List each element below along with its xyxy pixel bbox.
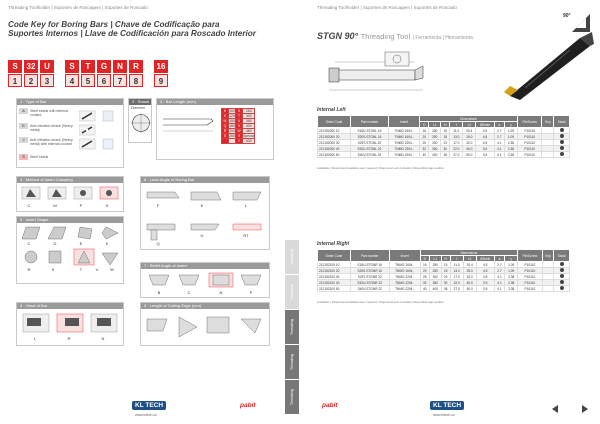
- table-cell: 13.0: [450, 268, 463, 274]
- table-cell: 38: [441, 286, 450, 292]
- table-cell: 300: [429, 140, 441, 146]
- table-cell: TNMG 2204..: [388, 152, 419, 158]
- table-cell: 4.5: [476, 128, 494, 134]
- table-cell: 1.09: [505, 268, 518, 274]
- table-cell: 2.7: [494, 268, 504, 274]
- stock-dot-icon: [560, 286, 564, 290]
- table-cell: 17.0: [450, 274, 463, 280]
- table-cell: 212152000 40: [318, 146, 351, 152]
- table-cell: 4.1: [494, 152, 504, 158]
- table-cell: 2.38: [505, 152, 518, 158]
- box-title: 3 · Bar Length (mm): [157, 99, 273, 105]
- section-internal-left: Internal Left: [317, 107, 346, 113]
- table-cell: 18: [441, 268, 450, 274]
- table-row: [318, 152, 570, 158]
- side-tab[interactable]: Threading: [285, 380, 299, 414]
- table-cell: S25T-STGNR 22: [350, 274, 389, 280]
- table-cell: 1.09: [505, 128, 518, 134]
- table-cell: 38: [441, 152, 450, 158]
- box-bar-length: [156, 98, 274, 160]
- running-head: Threading Toolholder | Suportes de Roscagem | Suportes de Roscado: [8, 5, 148, 10]
- code-index: 2: [24, 74, 38, 87]
- table-cell: TNMG 1604..: [389, 268, 420, 274]
- table-cell: 212152100 10: [318, 262, 351, 268]
- relief-angle-icons: [145, 271, 267, 289]
- table-cell: TNMG 2204..: [388, 146, 419, 152]
- table-cell: P10110: [517, 128, 541, 134]
- table-cell: TNMG 1604..: [389, 262, 420, 268]
- key-cell: [542, 286, 554, 292]
- table-cell: P10110: [518, 268, 542, 274]
- code-letter: S: [8, 60, 22, 73]
- box-lead-angle: 6 · Lead Angle of Boring Bar F K L Q U RT: [140, 176, 270, 250]
- side-tab[interactable]: Threading: [285, 240, 299, 274]
- page-title: Code Key for Boring Bars | Chave de Codificação para Suportes Internos | Llave de Codificación para Roscado Interior: [8, 20, 256, 38]
- code-index: 3: [40, 74, 54, 87]
- table-cell: 40: [420, 152, 429, 158]
- table-cell: 4.1: [494, 286, 504, 292]
- table-cell: 20.4: [463, 128, 476, 134]
- side-tab[interactable]: Threading: [285, 345, 299, 379]
- table-cell: 20: [420, 134, 429, 140]
- stock-dot-icon: [560, 128, 564, 132]
- insert-shape-icons: [20, 225, 122, 281]
- stock-dot-icon: [560, 280, 564, 284]
- table-cell: 4.5: [476, 262, 494, 268]
- table-cell: 32: [420, 280, 429, 286]
- table-cell: S32U-STGNR 22: [350, 280, 389, 286]
- table-cell: S25T-STGNL 22: [350, 140, 388, 146]
- table-cell: 250: [429, 134, 441, 140]
- table-cell: TNMG 2204..: [389, 280, 420, 286]
- table-cell: P10110: [518, 262, 542, 268]
- table-cell: 3.5: [476, 146, 494, 152]
- table-cell: 22.0: [450, 146, 463, 152]
- technical-drawing: [325, 48, 435, 104]
- table-cell: 32.0: [463, 140, 476, 146]
- code-letter: G: [97, 60, 111, 73]
- table-cell: 50.0: [463, 152, 476, 158]
- table-cell: 2.38: [505, 286, 518, 292]
- side-tab[interactable]: Threading: [285, 310, 299, 344]
- box-type-of-bar: 1 · Type of Bar A Steel shank with internal coolant E Anti-vibration shank (Heavy metal) J Anti-vibration shank (Heavy metal) with internal coolant S Steel shank: [16, 98, 124, 168]
- table-cell: P10110: [517, 140, 541, 146]
- table-cell: 40: [420, 286, 429, 292]
- table-cell: 212152100 40: [318, 280, 351, 286]
- table-cell: S40V-STGNL 22: [350, 152, 388, 158]
- table-cell: 11.0: [450, 128, 463, 134]
- table-cell: 2.38: [505, 140, 518, 146]
- table-cell: 27.0: [450, 286, 463, 292]
- table-cell: 1.09: [505, 134, 518, 140]
- table-cell: TNMG 2204..: [388, 140, 419, 146]
- table-cell: 20: [420, 268, 429, 274]
- table-cell: 212152000 30: [318, 140, 351, 146]
- code-index: 9: [154, 74, 168, 87]
- box-title: 7 · Relief Angle of Insert: [141, 263, 269, 269]
- table-cell: 400: [429, 152, 441, 158]
- box-title: 8 · Hand of Bar: [17, 303, 123, 309]
- table-cell: 2.38: [505, 280, 518, 286]
- stock-dot-icon: [560, 134, 564, 138]
- availability-note: Available | Disponível Available upon request | Disponível sob consulta | Disponible bajo pedido: [317, 300, 444, 304]
- box-title: 9 · Length of Cutting Edge (mm): [141, 303, 269, 309]
- box-title: 2 · Shank: [129, 99, 151, 105]
- table-cell: 212152000 10: [318, 128, 351, 134]
- table-cell: 20.4: [463, 262, 476, 268]
- table-cell: 1.09: [505, 262, 518, 268]
- stock-dot-icon: [560, 262, 564, 266]
- rows-right: [318, 262, 570, 292]
- side-tab[interactable]: Threading: [285, 275, 299, 309]
- box-title: 6 · Lead Angle of Boring Bar: [141, 177, 269, 183]
- table-cell: P10110: [518, 274, 542, 280]
- bar-length-drawing: [161, 111, 217, 135]
- table-cell: 16: [420, 128, 429, 134]
- table-cell: 350: [429, 146, 441, 152]
- page-title: STGN 90° Threading Tool | Ferramenta | Herramienta: [317, 31, 473, 41]
- table-cell: P10110: [517, 134, 541, 140]
- code-index: 6: [97, 74, 111, 87]
- table-cell: 2.7: [494, 128, 504, 134]
- stock-cell: [554, 152, 570, 158]
- table-cell: P10110: [518, 280, 542, 286]
- stock-dot-icon: [560, 146, 564, 150]
- stock-dot-icon: [560, 268, 564, 272]
- stock-dot-icon: [560, 140, 564, 144]
- table-cell: 212152100 30: [318, 274, 351, 280]
- table-cell: 2.7: [494, 262, 504, 268]
- table-cell: S16U-STGNL 16: [350, 128, 388, 134]
- box-hand-of-bar: 8 · Hand of Bar L R N: [16, 302, 124, 346]
- table-cell: 27.0: [450, 152, 463, 158]
- kltech-logo: KL TECH: [430, 402, 464, 409]
- table-cell: 4.1: [494, 274, 504, 280]
- availability-note: Available | Disponível Available upon request | Disponível sob consulta | Disponible bajo pedido: [317, 166, 444, 170]
- table-cell: 212152000 20: [318, 134, 351, 140]
- running-head: Threading Toolholder | Suportes de Roscagem | Suportes de Roscado: [317, 5, 457, 10]
- table-cell: 4.5: [476, 268, 494, 274]
- table-cell: 250: [429, 268, 441, 274]
- table-cell: 11.0: [450, 262, 463, 268]
- code-letter: T: [81, 60, 95, 73]
- key-cell: [542, 152, 554, 158]
- code-letter: N: [113, 60, 127, 73]
- code-letter: 16: [154, 60, 168, 73]
- table-cell: 212152000 50: [318, 152, 351, 158]
- cutting-edge-icons: [145, 313, 267, 343]
- table-cell: 300: [429, 274, 441, 280]
- table-cell: 4.5: [476, 134, 494, 140]
- table-cell: 3.5: [476, 152, 494, 158]
- table-cell: TNMG 2204..: [389, 274, 420, 280]
- box-title: 5 · Insert Shape: [17, 217, 123, 223]
- table-cell: P10110: [517, 146, 541, 152]
- angle-label: 90°: [563, 13, 571, 19]
- right-page: [300, 0, 600, 424]
- bar-length-table: H 100 S 250 K 125 T 300 M 150 U 350 Q 180 V 400 R 200 W 450 S 250 X Special Y 500: [221, 108, 255, 144]
- table-cell: 2.38: [505, 274, 518, 280]
- table-cell: 250: [429, 128, 441, 134]
- table-cell: 23: [441, 274, 450, 280]
- table-cell: S16U-STGNR 16: [350, 262, 389, 268]
- table-cell: S40V-STGNR 22: [350, 286, 389, 292]
- code-letter: U: [40, 60, 54, 73]
- code-index: 8: [129, 74, 143, 87]
- section-internal-right: Internal Right: [317, 241, 350, 247]
- tool-photo: [500, 30, 595, 100]
- table-cell: 212152100 50: [318, 286, 351, 292]
- shank-circle-icon: [131, 113, 151, 133]
- code-index: 1: [8, 74, 22, 87]
- table-cell: S32U-STGNL 22: [350, 146, 388, 152]
- table-cell: 3.5: [476, 286, 494, 292]
- table-cell: 250: [429, 262, 441, 268]
- table-cell: S20S-STGNR 16: [350, 268, 389, 274]
- table-cell: 2.38: [505, 146, 518, 152]
- table-row: [318, 286, 570, 292]
- table-cell: 3.5: [476, 280, 494, 286]
- table-cell: 18: [441, 134, 450, 140]
- code-index: 4: [65, 74, 79, 87]
- table-cell: 4.5: [476, 140, 494, 146]
- box-title: 4 · Method of Insert Clamping: [17, 177, 123, 183]
- table-cell: 350: [429, 280, 441, 286]
- table-cell: 13.0: [450, 134, 463, 140]
- clamping-icons: [20, 186, 122, 200]
- table-cell: 4.1: [494, 280, 504, 286]
- footer-url: www.kltech.cz: [135, 413, 157, 417]
- table-cell: TNMG 1604..: [388, 134, 419, 140]
- table-cell: 25: [420, 274, 429, 280]
- table-cell: P10110: [517, 152, 541, 158]
- table-cell: 212152100 20: [318, 268, 351, 274]
- table-cell: 15: [441, 128, 450, 134]
- table-cell: 4.1: [494, 140, 504, 146]
- table-cell: 4.5: [476, 274, 494, 280]
- pabit-logo: pabit: [240, 402, 256, 409]
- table-cell: 15: [441, 262, 450, 268]
- table-cell: 25: [420, 140, 429, 146]
- table-cell: 40.0: [463, 146, 476, 152]
- box-shank: 2 · Shank Diameter: [128, 98, 152, 143]
- table-cell: 32.0: [463, 274, 476, 280]
- side-tabs: [285, 240, 299, 415]
- footer-url: www.kltech.cz: [433, 413, 455, 417]
- code-letter: 32: [24, 60, 38, 73]
- box-insert-shape: 5 · Insert Shape C D E K R S T V W: [16, 216, 124, 284]
- table-cell: 4.1: [494, 146, 504, 152]
- box-title: 1 · Type of Bar: [17, 99, 123, 105]
- stock-dot-icon: [560, 274, 564, 278]
- table-cell: 23: [441, 140, 450, 146]
- table-cell: 400: [429, 286, 441, 292]
- table-cell: 30: [441, 280, 450, 286]
- page-nav-icons[interactable]: [550, 404, 590, 414]
- table-cell: 2.7: [494, 134, 504, 140]
- stock-cell: [554, 286, 570, 292]
- table-cell: TNMG 1604..: [388, 128, 419, 134]
- table-cell: 25.0: [463, 268, 476, 274]
- stock-dot-icon: [560, 152, 564, 156]
- table-cell: 22.0: [450, 280, 463, 286]
- table-cell: 32: [420, 146, 429, 152]
- code-index: 5: [81, 74, 95, 87]
- hand-of-bar-icons: [21, 312, 121, 334]
- table-cell: TNMG 2204..: [389, 286, 420, 292]
- internal-left-table: Order Code Part number Insert Dimensions Pin/Screw Key Stock D L1 H f L2 ØDmin a γ 212152000 10 S16U-STGNL 16 TNMG 1604.. 16 250 15 11.0 20.4 4.5 2.7 1.09 P10110 212152000 20 S20S-STGNL 16 TNMG 1604.. 20 250 18 13.0 25.0 4.5 2.7 1.09 P10110 212152000 30 S25T-STGNL 22 TNMG 2204.. 25 300 23 17.0 32.0 4.5 4.1 2.38 P10110 212152000 40 S32U-STGNL 22 TNMG 2204.. 32 350 30 22.0 40.0 3.5 4.1 2.38 P10110 212152000 50 S40V-STGNL 22 TNMG 2204.. 40 400 38 27.0 50.0 3.5 4.1 2.38 P10110: [317, 115, 570, 158]
- kltech-logo: KL TECH: [132, 402, 166, 409]
- bar-type-icons: [79, 109, 123, 167]
- table-cell: 17.0: [450, 140, 463, 146]
- box-cutting-edge: [140, 302, 270, 346]
- rows-left: [318, 128, 570, 158]
- table-cell: 50.0: [463, 286, 476, 292]
- code-letter: S: [65, 60, 79, 73]
- box-clamping: 4 · Method of Insert Clamping C M P S: [16, 176, 124, 212]
- internal-right-table: Order Code Part number Insert Dimensions Pin/Screw Key Stock D L1 H f L2 ØDmin a γ 212152100 10 S16U-STGNR 16 TNMG 1604.. 16 250 15 11.0 20.4 4.5 2.7 1.09 P10110 212152100 20 S20S-STGNR 16 TNMG 1604.. 20 250 18 13.0 25.0 4.5 2.7 1.09 P10110 212152100 30 S25T-STGNR 22 TNMG 2204.. 25 300 23 17.0 32.0 4.5 4.1 2.38 P10110 212152100 40 S32U-STGNR 22 TNMG 2204.. 32 350 30 22.0 40.0 3.5 4.1 2.38 P10110 212152100 50 S40V-STGNR 22 TNMG 2204.. 40 400 38 27.0 50.0 3.5 4.1 2.38 P10110: [317, 249, 570, 292]
- code-letter: R: [129, 60, 143, 73]
- table-cell: 30: [441, 146, 450, 152]
- table-cell: S20S-STGNL 16: [350, 134, 388, 140]
- box-relief-angle: 7 · Relief Angle of Insert B C N P: [140, 262, 270, 298]
- table-cell: 40.0: [463, 280, 476, 286]
- code-index: 7: [113, 74, 127, 87]
- table-cell: 16: [420, 262, 429, 268]
- table-cell: P10110: [518, 286, 542, 292]
- table-cell: 25.0: [463, 134, 476, 140]
- pabit-logo: pabit: [322, 402, 338, 409]
